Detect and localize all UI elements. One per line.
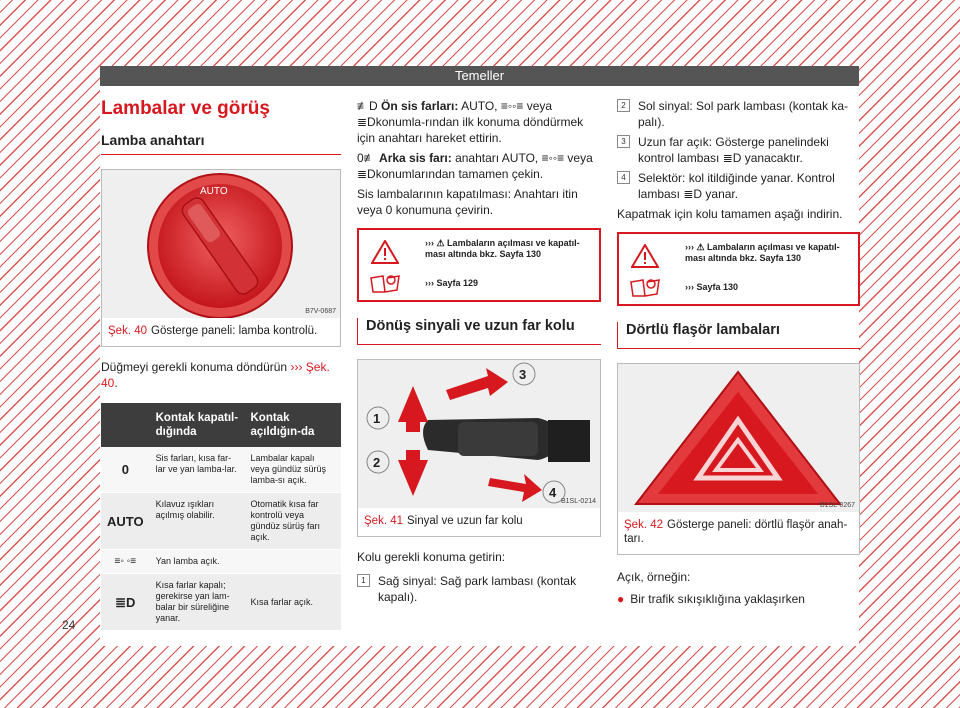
column-3 [617, 98, 860, 607]
manual-book-icon [369, 272, 401, 294]
figure-caption [102, 318, 340, 346]
item-number: 4 [617, 171, 630, 184]
front-fog-title: Ön sis farları: [381, 99, 459, 113]
intro-text: Düğmeyi gerekli konuma döndürün [101, 360, 288, 374]
table-row [101, 493, 341, 550]
figure-label: Şek. 40 [108, 325, 147, 337]
row-on: Kısa farlar açık. [244, 574, 341, 631]
bullet-text: Bir trafik sıkışıklığına yaklaşırken [630, 592, 805, 606]
figure-link[interactable]: ››› Şek. 40 [101, 360, 330, 390]
section-title: Lambalar ve görüş [101, 98, 270, 119]
warning-text[interactable]: ››› ⚠ Lambaların açılması ve kapatıl-ması altında bkz. Sayfa 130 [425, 238, 580, 259]
rear-fog-icon: 0≢ [357, 151, 376, 165]
table-row [101, 550, 341, 574]
warning-triangle-icon [631, 244, 659, 268]
row-on: Otomatik kısa far kontrolü veya gündüz sürüş farı açık. [244, 493, 341, 550]
reference-text[interactable]: ››› Sayfa 130 [685, 282, 739, 292]
row-off: Yan lamba açık. [150, 550, 341, 574]
warning-triangle-icon [371, 240, 399, 264]
row-on: Lambalar kapalı veya gündüz sürüş lamba-sı açık. [244, 447, 341, 493]
warning-text[interactable]: ››› ⚠ Lambaların açılması ve kapatıl-ması altında bkz. Sayfa 130 [685, 242, 840, 263]
section-title: Dörtlü flaşör lambaları [617, 322, 860, 349]
example-paragraph: Açık, örneğin: [617, 570, 691, 584]
hazard-button-illustration [618, 364, 859, 512]
warning-box [357, 228, 601, 302]
item-number: 1 [357, 574, 370, 587]
item-number: 3 [617, 135, 630, 148]
column-2 [357, 98, 601, 609]
auto-label: AUTO [200, 186, 228, 197]
front-fog-icon: ≢D [357, 99, 378, 113]
item-text: Selektör: kol itildiğinde yanar. Kontrol lambası ≣D yanar. [638, 171, 835, 201]
list-item [357, 573, 601, 605]
table-header-on: Kontak açıldığın-da [244, 403, 341, 447]
row-icon: ≣D [101, 574, 150, 631]
caption-text: Gösterge paneli: dörtlü flaşör anah-tarı. [624, 519, 848, 545]
caption-text: Gösterge paneli: lamba kontrolü. [151, 325, 318, 337]
turn-signal-illustration [358, 360, 600, 508]
figure-code: B7V-0687 [305, 308, 336, 315]
fog-off-paragraph: Sis lambalarının kapatılması: Anahtarı itin veya 0 konumuna çevirin. [357, 187, 578, 217]
callout-4: 4 [549, 485, 557, 500]
page-header: Temeller [100, 66, 859, 86]
figure-41 [357, 359, 601, 537]
warning-box [617, 232, 860, 306]
page-number: 24 [62, 618, 76, 632]
subsection-title: Lamba anahtarı [101, 132, 341, 155]
figure-caption [358, 508, 600, 536]
intro-paragraph [101, 359, 341, 391]
figure-label: Şek. 42 [624, 519, 663, 531]
manual-book-icon [629, 276, 661, 298]
stalk-image [358, 360, 600, 508]
column-1 [101, 98, 341, 631]
row-icon: 0 [101, 447, 150, 493]
row-icon: AUTO [101, 493, 150, 550]
row-off: Sis farları, kısa far-lar ve yan lamba-lar. [150, 447, 245, 493]
row-off: Kılavuz ışıkları açılmış olabilir. [150, 493, 245, 550]
figure-caption [618, 512, 859, 554]
bullet-icon: ● [617, 592, 625, 606]
item-text: Sol sinyal: Sol park lambası (kontak ka-palı). [638, 99, 849, 129]
rear-fog-paragraph [357, 150, 601, 182]
figure-42 [617, 363, 860, 555]
item-text: Uzun far açık: Gösterge panelindeki kontrol lambası ≣D yanacaktır. [638, 135, 829, 165]
caption-text: Sinyal ve uzun far kolu [407, 515, 523, 527]
table-row [101, 574, 341, 631]
table-header-icon [101, 403, 150, 447]
item-number: 2 [617, 99, 630, 112]
row-off: Kısa farlar kapalı; gerekirse yan lam-balar bir süreliğine yanar. [150, 574, 245, 631]
table-row [101, 447, 341, 493]
section-title: Dönüş sinyali ve uzun far kolu [357, 318, 601, 345]
list-item [617, 591, 860, 607]
callout-1: 1 [373, 411, 381, 426]
rear-fog-text: anahtarı AUTO, ≡◦◦≡ veya ≣Dkonumlarından tamamen çekin. [357, 151, 593, 181]
item-text: Sağ sinyal: Sağ park lambası (kontak kapalı). [378, 574, 577, 604]
list-item [617, 134, 860, 166]
figure-40 [101, 169, 341, 347]
light-switch-image [102, 170, 340, 318]
reference-text[interactable]: ››› Sayfa 129 [425, 278, 479, 288]
figure-code: B1SL-0214 [560, 498, 596, 505]
callout-2: 2 [373, 455, 381, 470]
row-icon: ≡◦ ◦≡ [101, 550, 150, 574]
callout-3: 3 [519, 367, 527, 382]
table-header-off: Kontak kapatıl-dığında [150, 403, 245, 447]
figure-label: Şek. 41 [364, 515, 403, 527]
front-fog-paragraph [357, 98, 601, 146]
intro-end: . [114, 376, 118, 390]
list-item [617, 98, 860, 130]
table-header-row [101, 403, 341, 447]
light-switch-table [101, 403, 341, 631]
off-paragraph: Kapatmak için kolu tamamen aşağı indirin. [617, 207, 843, 221]
figure-code: B1SL-0267 [819, 502, 855, 509]
front-fog-text: AUTO, ≡◦◦≡ veya ≣Dkonumla-rından ilk konuma döndürmek için anahtarı hareket ettirin. [357, 99, 584, 145]
list-item [617, 170, 860, 202]
instruction-paragraph: Kolu gerekli konuma getirin: [357, 550, 506, 564]
rear-fog-title: Arka sis farı: [379, 151, 452, 165]
light-switch-illustration [102, 170, 340, 318]
hazard-image [618, 364, 859, 512]
